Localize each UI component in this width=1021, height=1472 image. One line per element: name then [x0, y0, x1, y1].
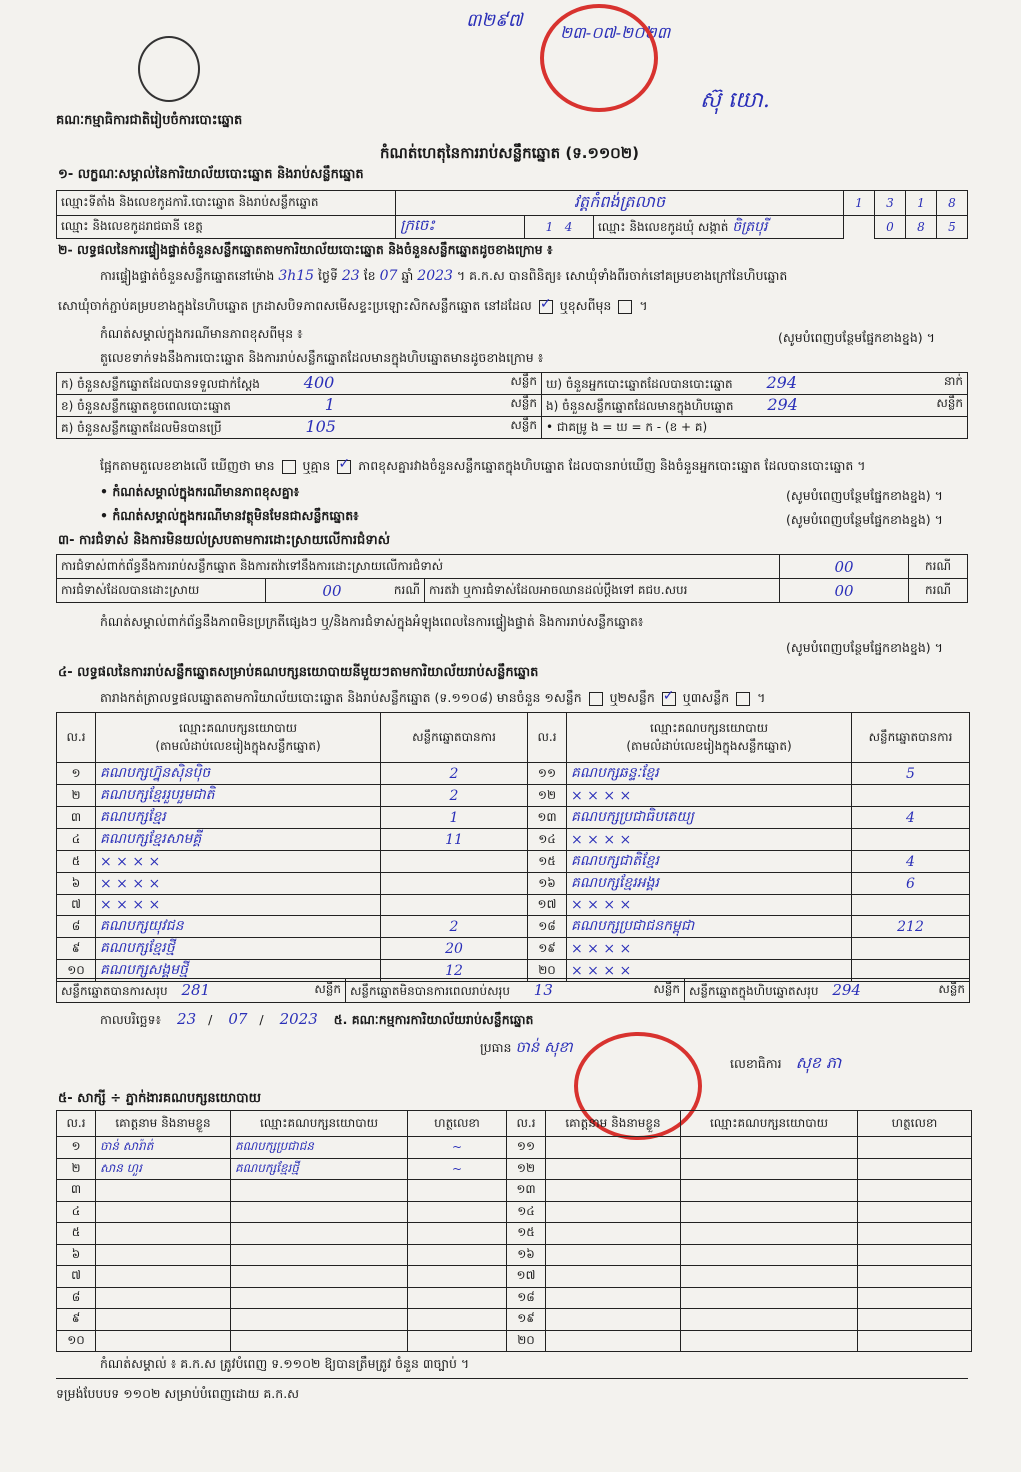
row2-digit2-3: 5 — [937, 216, 968, 239]
result-no: ៩ — [57, 938, 96, 960]
result-no: ១ — [57, 763, 96, 785]
objection-row1-unit: ករណី — [909, 555, 968, 579]
witness-party: គណបក្សប្រជាជន — [231, 1137, 408, 1159]
table-row — [57, 1201, 972, 1223]
totals-table — [56, 978, 970, 1003]
witness-name — [546, 1223, 681, 1245]
table-row — [57, 1180, 972, 1202]
result-no: ៣ — [57, 807, 96, 829]
witness-sign — [858, 1287, 972, 1309]
chair-line: ប្រធាន ចាន់ សុខា — [480, 1038, 573, 1056]
result-no: ១៦ — [528, 873, 567, 895]
witness-no: ៨ — [57, 1287, 96, 1309]
result-party: គណបក្សខ្មែរអង្គរ — [567, 873, 852, 895]
row1-digit-2: 3 — [875, 191, 906, 216]
witness-no: ២០ — [507, 1330, 546, 1352]
one-sheet-checkbox[interactable] — [589, 692, 603, 706]
result-party: គណបក្សជាតិខ្មែរ — [567, 851, 852, 873]
witness-party — [231, 1244, 408, 1266]
row1-value: វត្តកំពង់ត្រលាច — [396, 191, 844, 216]
result-party: គណបក្សប្រជាជនកម្ពុជា — [567, 916, 852, 938]
witness-name — [96, 1201, 231, 1223]
witness-party: គណបក្សខ្មែរថ្មី — [231, 1158, 408, 1180]
result-no: ១២ — [528, 785, 567, 807]
w-col-party-right: ឈ្មោះគណបក្សនយោបាយ — [681, 1111, 858, 1137]
result-votes — [381, 895, 528, 916]
objection-row1-label: ការជំទាស់ពាក់ព័ន្ធនឹងការរាប់សន្លឹកឆ្នោត និងការតវ៉ាទៅនឹងការដោះស្រាយលើការជំទាស់ — [57, 555, 780, 579]
fill-note-1: (សូមបំពេញបន្ថែមផ្នែកខាងខ្នង) ។ — [778, 330, 935, 345]
note-foreign-object: • កំណត់សម្គាល់ក្នុងករណីមានវត្ថុមិនមែនជាសន្លឹកឆ្នោត៖ — [100, 508, 359, 523]
table-row — [57, 938, 970, 960]
result-no: ១៤ — [528, 829, 567, 851]
objection-row1-value: 00 — [780, 555, 909, 579]
figure-g: គ) ចំនួនសន្លឹកឆ្នោតដែលមិនបានប្រើ 105 សន្លឹក — [57, 417, 542, 439]
witness-sign — [858, 1158, 972, 1180]
result-party: × × × × — [567, 829, 852, 851]
row2-label2: ឈ្មោះ និងលេខកូដឃុំ សង្កាត់ ចិត្របុរី — [594, 216, 844, 239]
form-title: កំណត់ហេតុនៃការរាប់សន្លឹកឆ្នោត (ទ.១១០២) — [380, 144, 640, 162]
result-no: ៤ — [57, 829, 96, 851]
result-no: ១៩ — [528, 938, 567, 960]
witness-no: ១៣ — [507, 1180, 546, 1202]
total-invalid: សន្លឹកឆ្នោតមិនបានការពេលរាប់សរុប 13 សន្លឹក — [346, 979, 685, 1003]
result-no: ១៥ — [528, 851, 567, 873]
witness-sign: ~ — [408, 1158, 507, 1180]
witness-no: ៩ — [57, 1309, 96, 1331]
witness-no: ១៧ — [507, 1266, 546, 1288]
result-party: × × × × — [567, 785, 852, 807]
result-party: គណបក្សយុវជន — [96, 916, 381, 938]
col-no-left: ល.រ — [57, 713, 96, 763]
witness-no: ១៨ — [507, 1287, 546, 1309]
section2-title: ២- លទ្ធផលនៃការផ្ទៀងផ្ទាត់ចំនួនសន្លឹកឆ្នោតតាមការិយាល័យបោះឆ្នោត និងចំនួនសន្លឹកឆ្នោតដូចខាងក្រោម ៖ — [58, 242, 553, 257]
top-date: ២៣-០៧-២០២៣ — [560, 23, 671, 42]
witness-no: ១៦ — [507, 1244, 546, 1266]
witness-note: កំណត់សម្គាល់ ៖ គ.ក.ស ត្រូវបំពេញ ទ.១១០២ ឱ្យបានត្រឹមត្រូវ ចំនួន ៣ច្បាប់ ។ — [100, 1356, 470, 1371]
witness-party — [231, 1201, 408, 1223]
witness-name — [546, 1244, 681, 1266]
witness-name: ចាន់ សារ៉ាត់ — [96, 1137, 231, 1159]
witness-body — [57, 1137, 972, 1352]
no-difference-checkbox[interactable] — [337, 460, 351, 474]
result-party: គណបក្សឆន្ទៈខ្មែរ — [567, 763, 852, 785]
witness-sign — [858, 1223, 972, 1245]
secretary-line: លេខាធិការ សុខ ភា — [730, 1053, 842, 1072]
witness-sign — [408, 1266, 507, 1288]
witness-sign — [858, 1180, 972, 1202]
result-party: × × × × — [567, 960, 852, 982]
witness-party — [681, 1266, 858, 1288]
has-difference-checkbox[interactable] — [282, 460, 296, 474]
top-sign-text: ស៊ុ យោ. — [700, 88, 770, 113]
result-party: × × × × — [567, 938, 852, 960]
table-row — [57, 807, 970, 829]
table-row — [57, 916, 970, 938]
table-row — [57, 1158, 972, 1180]
result-party: គណបក្សខ្មែរ — [96, 807, 381, 829]
fill-note-2: (សូមបំពេញបន្ថែមផ្នែកខាងខ្នង) ។ — [786, 488, 943, 503]
objection-row2-value: 00 ករណី — [266, 579, 425, 603]
witness-party — [681, 1309, 858, 1331]
row2-digit2-1: 0 — [875, 216, 906, 239]
total-box: សន្លឹកឆ្នោតក្នុងហិបឆ្នោតសរុប 294 សន្លឹក — [685, 979, 970, 1003]
witness-name: សាន ហួរ — [96, 1158, 231, 1180]
result-votes: 2 — [381, 785, 528, 807]
result-party: × × × × — [96, 873, 381, 895]
result-no: ១៣ — [528, 807, 567, 829]
witness-party — [681, 1330, 858, 1352]
witness-name — [546, 1158, 681, 1180]
witness-no: ៣ — [57, 1180, 96, 1202]
row1-digit-1: 1 — [844, 191, 875, 216]
witness-party — [231, 1180, 408, 1202]
witness-sign — [858, 1244, 972, 1266]
verification-line: ការផ្ទៀងផ្ទាត់ចំនួនសន្លឹកឆ្នោតនៅម៉ោង 3h15 ថ្ងៃទី 23 ខែ 07 ឆ្នាំ 2023 ។ គ.ក.ស បានពិនិត្យ៖ សោឃុំទាំងពីរចាក់នៅគម្របខាងក្រៅនៃហិបឆ្នោត — [100, 268, 788, 284]
result-party: គណបក្សខ្មែរថ្មី — [96, 938, 381, 960]
witness-party — [681, 1287, 858, 1309]
row1-digit-4: 8 — [937, 191, 968, 216]
witness-sign — [408, 1180, 507, 1202]
row1-digit-3: 1 — [906, 191, 937, 216]
result-votes — [852, 829, 970, 851]
row2-value: ក្រចេះ — [396, 216, 525, 239]
results-body — [57, 763, 970, 982]
witness-name — [96, 1309, 231, 1331]
table-row — [57, 1266, 972, 1288]
w-col-no-right: ល.រ — [507, 1111, 546, 1137]
col-party-left: ឈ្មោះគណបក្សនយោបាយ (តាមលំដាប់លេខរៀងក្នុងសន្លឹកឆ្នោត) — [96, 713, 381, 763]
witness-sign — [408, 1201, 507, 1223]
witness-party — [231, 1309, 408, 1331]
formula: • ជាគម្រូ ង = ឃ = ក - (ខ + គ) — [542, 417, 968, 439]
witness-party — [681, 1180, 858, 1202]
col-votes-right: សន្លឹកឆ្នោតបានការ — [852, 713, 970, 763]
witness-name — [546, 1266, 681, 1288]
witness-sign — [408, 1223, 507, 1245]
witness-no: ១០ — [57, 1330, 96, 1352]
result-party: × × × × — [96, 895, 381, 916]
result-votes: 2 — [381, 763, 528, 785]
col-party-right: ឈ្មោះគណបក្សនយោបាយ (តាមលំដាប់លេខរៀងក្នុងសន្លឹកឆ្នោត) — [567, 713, 852, 763]
col-votes-left: សន្លឹកឆ្នោតបានការ — [381, 713, 528, 763]
witness-no: ១ — [57, 1137, 96, 1159]
difference-note: កំណត់សម្គាល់ក្នុងករណីមានភាពខុសពីមុន ៖ — [100, 326, 303, 341]
section3-title: ៣- ការជំទាស់ និងការមិនយល់ស្របតាមការដោះស្រាយលើការជំទាស់ — [58, 533, 390, 548]
result-no: ៥ — [57, 851, 96, 873]
result-votes: 4 — [852, 851, 970, 873]
witness-no: ១៥ — [507, 1223, 546, 1245]
section4-title: ៤- លទ្ធផលនៃការរាប់សន្លឹកឆ្នោតសម្រាប់គណបក្សនយោបាយនីមួយៗតាមការិយាល័យរាប់សន្លឹកឆ្នោត — [58, 665, 539, 680]
result-no: ១៧ — [528, 895, 567, 916]
witness-name — [546, 1309, 681, 1331]
witness-no: ១២ — [507, 1158, 546, 1180]
result-votes: 4 — [852, 807, 970, 829]
witness-no: ១៤ — [507, 1201, 546, 1223]
results-table — [56, 712, 970, 982]
witness-name — [546, 1180, 681, 1202]
table-row — [57, 1223, 972, 1245]
witness-no: ៦ — [57, 1244, 96, 1266]
seal-status-line: សោឃុំចាក់ភ្ជាប់គម្របខាងក្នុងនៃហិបឆ្នោត ក្រដាសបិទភាពសមើសខ្ទះប្រឡោះសិកសន្លឹកឆ្នោត នៅដដែល ✓ ឬខុសពីមុន ។ — [58, 298, 648, 317]
result-votes: 212 — [852, 916, 970, 938]
witness-sign — [858, 1201, 972, 1223]
objection-note: កំណត់សម្គាល់ពាក់ព័ន្ធនឹងភាពមិនប្រក្រតីផ្សេងៗ ឬ/និងការជំទាស់ក្នុងអំឡុងពេលនៃការផ្ទៀងផ្ទាត់ និងការរាប់សន្លឹកឆ្នោត៖ — [100, 614, 644, 629]
result-party: គណបក្សខ្មែរសាមគ្គី — [96, 829, 381, 851]
objections-table — [56, 554, 968, 603]
result-votes: 11 — [381, 829, 528, 851]
row2-label: ឈ្មោះ និងលេខកូដរាជធានី ខេត្ត — [57, 216, 396, 239]
result-no: ១៨ — [528, 916, 567, 938]
result-party: × × × × — [96, 851, 381, 873]
figures-intro: តួលេខទាក់ទងនឹងការបោះឆ្នោត និងការរាប់សន្លឹកឆ្នោតដែលមានក្នុងហិបឆ្នោតមានដូចខាងក្រោម ៖ — [100, 350, 544, 365]
date-line: កាលបរិច្ឆេទ៖ 23 / 07 / 2023 ៥. គណៈកម្មការការិយាល័យរាប់សន្លឹកឆ្នោត — [100, 1010, 534, 1028]
result-party: គណបក្សសង្គមថ្មី — [96, 960, 381, 982]
three-sheet-checkbox[interactable] — [736, 692, 750, 706]
result-votes: 5 — [852, 763, 970, 785]
figure-gh: ឃ) ចំនួនអ្នកបោះឆ្នោតដែលបានបោះឆ្នោត 294 នាក់ — [542, 373, 968, 395]
witness-party — [681, 1158, 858, 1180]
witness-party — [231, 1266, 408, 1288]
witness-no: ១១ — [507, 1137, 546, 1159]
objection-row2-label2: ការតវ៉ា ឬការជំទាស់ដែលអាចឈានដល់ប្ដឹងទៅ គជប.សបរ — [425, 579, 780, 603]
witness-party — [231, 1330, 408, 1352]
witness-name — [96, 1223, 231, 1245]
w-col-sign-right: ហត្ថលេខា — [858, 1111, 972, 1137]
different-checkbox[interactable] — [618, 300, 632, 314]
w-col-name-right: គោត្តនាម និងនាមខ្លួន — [546, 1111, 681, 1137]
result-votes — [381, 851, 528, 873]
witness-sign — [858, 1330, 972, 1352]
footer-text: ទម្រង់បែបបទ ១១០២ សម្រាប់បំពេញដោយ គ.ក.ស — [56, 1386, 300, 1401]
result-no: ៧ — [57, 895, 96, 916]
witness-sign: ~ — [408, 1137, 507, 1159]
section1-table — [56, 190, 968, 239]
result-no: ៨ — [57, 916, 96, 938]
objection-row2-unit: ករណី — [909, 579, 968, 603]
table-row — [57, 1309, 972, 1331]
result-votes — [381, 873, 528, 895]
figure-k: ក) ចំនួនសន្លឹកឆ្នោតដែលបានទទួលជាក់ស្តែង 400 សន្លឹក — [57, 373, 542, 395]
witness-name — [96, 1330, 231, 1352]
witness-sign — [858, 1137, 972, 1159]
witness-no: ៤ — [57, 1201, 96, 1223]
fill-note-4: (សូមបំពេញបន្ថែមផ្នែកខាងខ្នង) ។ — [786, 640, 943, 655]
objection-row2-value2: 00 — [780, 579, 909, 603]
witness-party — [681, 1137, 858, 1159]
figures-table — [56, 372, 968, 439]
org-name: គណៈកម្មាធិការជាតិរៀបចំការបោះឆ្នោត — [56, 113, 243, 128]
table-row — [57, 1137, 972, 1159]
witness-party — [681, 1201, 858, 1223]
total-valid: សន្លឹកឆ្នោតបានការសរុប 281 សន្លឹក — [57, 979, 346, 1003]
fill-note-3: (សូមបំពេញបន្ថែមផ្នែកខាងខ្នង) ។ — [786, 512, 943, 527]
result-no: ១១ — [528, 763, 567, 785]
stamp-seal-icon — [540, 4, 658, 112]
witness-no: ១៩ — [507, 1309, 546, 1331]
result-votes: 12 — [381, 960, 528, 982]
emblem-icon — [138, 36, 200, 102]
w-col-sign-left: ហត្ថលេខា — [408, 1111, 507, 1137]
result-party: គណបក្សហ្វ៊ុនស៊ិនប៉ិច — [96, 763, 381, 785]
table-row — [57, 873, 970, 895]
witness-table — [56, 1110, 972, 1352]
difference-line: ផ្អែកតាមតួលេខខាងលើ ឃើញថា មាន ឬគ្មាន ✓ ភាពខុសគ្នារវាងចំនួនសន្លឹកឆ្នោតក្នុងហិបឆ្នោត ដែលបានរាប់ឃើញ និងចំនួនអ្នកបោះឆ្នោត ដែលបានបោះឆ្នោត ។ — [100, 458, 866, 477]
witness-name — [546, 1137, 681, 1159]
witness-name — [546, 1201, 681, 1223]
witness-party — [681, 1223, 858, 1245]
col-no-right: ល.រ — [528, 713, 567, 763]
witness-no: ២ — [57, 1158, 96, 1180]
result-votes — [852, 895, 970, 916]
result-votes — [852, 938, 970, 960]
witness-sign — [408, 1330, 507, 1352]
witness-name — [546, 1287, 681, 1309]
table-row — [57, 829, 970, 851]
result-no: ២ — [57, 785, 96, 807]
row2-digits: 1 4 — [525, 216, 594, 239]
section1-title: ១- លក្ខណៈសម្គាល់នៃការិយាល័យបោះឆ្នោត និងរាប់សន្លឹកឆ្នោត — [58, 167, 364, 182]
section4-sub: តារាងកត់ត្រាលទ្ធផលឆ្នោតតាមការិយាល័យបោះឆ្នោត និងរាប់សន្លឹកឆ្នោត (ទ.១១០៨) មានចំនួន ១សន្លឹក ឬ២សន្លឹក ✓ ឬ៣សន្លឹក ។ — [100, 690, 765, 709]
result-party: គណបក្សខ្មែររួបរួមជាតិ — [96, 785, 381, 807]
result-votes — [852, 785, 970, 807]
table-row — [57, 785, 970, 807]
w-col-party-left: ឈ្មោះគណបក្សនយោបាយ — [231, 1111, 408, 1137]
table-row — [57, 1330, 972, 1352]
witness-sign — [858, 1266, 972, 1288]
witness-name — [96, 1244, 231, 1266]
witness-sign — [408, 1309, 507, 1331]
table-row — [57, 1244, 972, 1266]
witness-name — [96, 1266, 231, 1288]
objection-row2-label: ការជំទាស់ដែលបានដោះស្រាយ — [57, 579, 266, 603]
row2-digit2-2: 8 — [906, 216, 937, 239]
witness-no: ៥ — [57, 1223, 96, 1245]
witness-sign — [408, 1244, 507, 1266]
witness-name — [546, 1330, 681, 1352]
witness-party — [231, 1223, 408, 1245]
top-handwriting: ៣២៩៧ — [466, 10, 523, 31]
result-votes: 1 — [381, 807, 528, 829]
table-row — [57, 763, 970, 785]
w-col-no-left: ល.រ — [57, 1111, 96, 1137]
same-checkbox[interactable] — [539, 300, 553, 314]
result-no: ១០ — [57, 960, 96, 982]
witness-sign — [408, 1287, 507, 1309]
section5-title: ៥- សាក្សី ÷ ភ្នាក់ងារគណបក្សនយោបាយ — [58, 1091, 261, 1106]
witness-no: ៧ — [57, 1266, 96, 1288]
result-party: គណបក្សប្រជាធិបតេយ្យ — [567, 807, 852, 829]
result-no: ២០ — [528, 960, 567, 982]
table-row — [57, 851, 970, 873]
w-col-name-left: គោត្តនាម និងនាមខ្លួន — [96, 1111, 231, 1137]
witness-party — [231, 1287, 408, 1309]
row1-label: ឈ្មោះទីតាំង និងលេខកូដការិ.បោះឆ្នោត និងរាប់សន្លឹកឆ្នោត — [57, 191, 396, 216]
figure-ng: ង) ចំនួនសន្លឹកឆ្នោតដែលមានក្នុងហិបឆ្នោត 294 សន្លឹក — [542, 395, 968, 417]
result-votes: 20 — [381, 938, 528, 960]
figure-kh: ខ) ចំនួនសន្លឹកឆ្នោតខូចពេលបោះឆ្នោត 1 សន្លឹក — [57, 395, 542, 417]
witness-sign — [858, 1309, 972, 1331]
result-no: ៦ — [57, 873, 96, 895]
witness-name — [96, 1180, 231, 1202]
note-difference: • កំណត់សម្គាល់ក្នុងករណីមានភាពខុសគ្នា៖ — [100, 484, 300, 499]
witness-name — [96, 1287, 231, 1309]
result-party: × × × × — [567, 895, 852, 916]
result-votes: 6 — [852, 873, 970, 895]
table-row — [57, 895, 970, 916]
table-row — [57, 1287, 972, 1309]
two-sheet-checkbox[interactable] — [662, 692, 676, 706]
footer-divider — [56, 1378, 968, 1379]
result-votes: 2 — [381, 916, 528, 938]
witness-party — [681, 1244, 858, 1266]
